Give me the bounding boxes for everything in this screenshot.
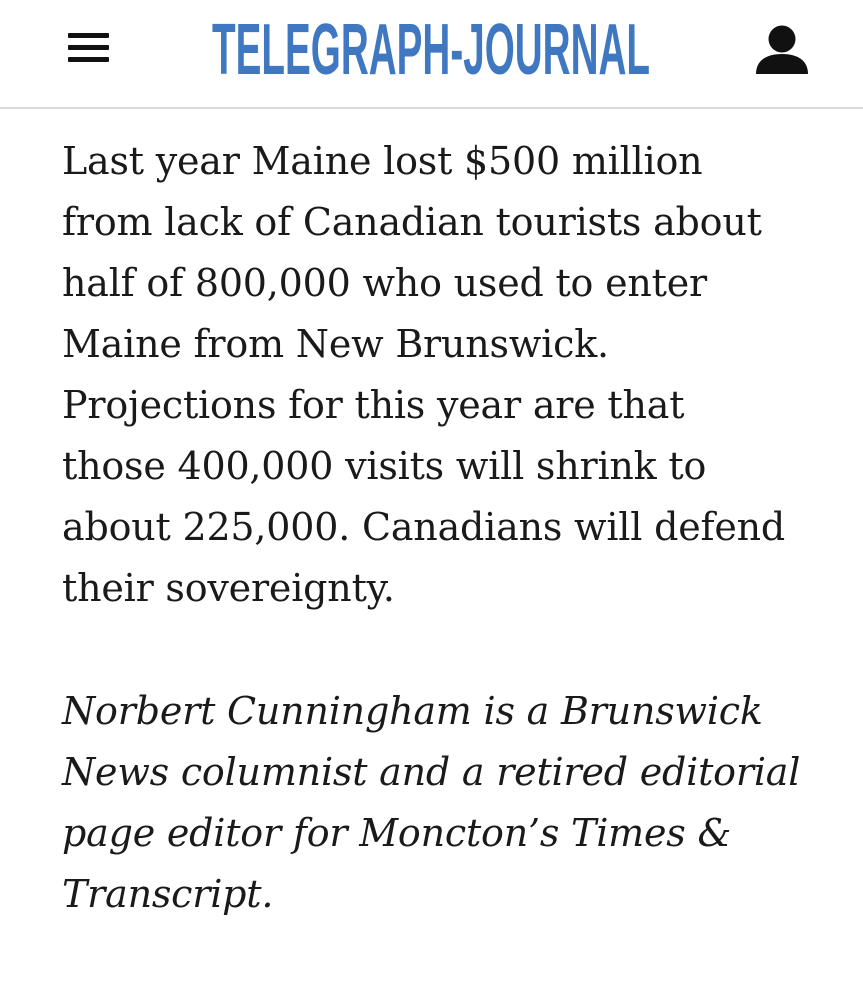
hamburger-menu-icon[interactable] — [62, 30, 110, 70]
site-header — [0, 0, 863, 109]
text-line: their sovereignty. — [62, 566, 395, 610]
text-line: Last year Maine lost $500 million — [62, 139, 703, 183]
bio-line: page editor for Moncton’s Times & — [62, 811, 732, 855]
menu-bar — [68, 45, 109, 50]
text-line: about 225,000. Canadians will defend — [62, 505, 786, 549]
article-paragraph — [62, 131, 822, 619]
bio-line: Transcript. — [62, 872, 274, 916]
user-account-icon[interactable] — [752, 22, 812, 78]
text-line: Maine from New Brunswick. — [62, 322, 609, 366]
telegraph-journal-logo[interactable] — [212, 12, 652, 84]
text-line: half of 800,000 who used to enter — [62, 261, 708, 305]
text-line: from lack of Canadian tourists about — [62, 200, 762, 244]
person-glyph — [752, 22, 812, 78]
logo-text: TELEGRAPH-JOURNAL — [212, 12, 650, 84]
bio-line: Norbert Cunningham is a Brunswick — [62, 689, 763, 733]
menu-bar — [68, 57, 109, 62]
logo-wordmark — [212, 12, 652, 84]
article-body — [62, 131, 822, 925]
bio-line: News columnist and a retired editorial — [62, 750, 801, 794]
author-bio — [62, 681, 822, 925]
text-line: those 400,000 visits will shrink to — [62, 444, 707, 488]
text-line: Projections for this year are that — [62, 383, 685, 427]
menu-bar — [68, 33, 109, 38]
